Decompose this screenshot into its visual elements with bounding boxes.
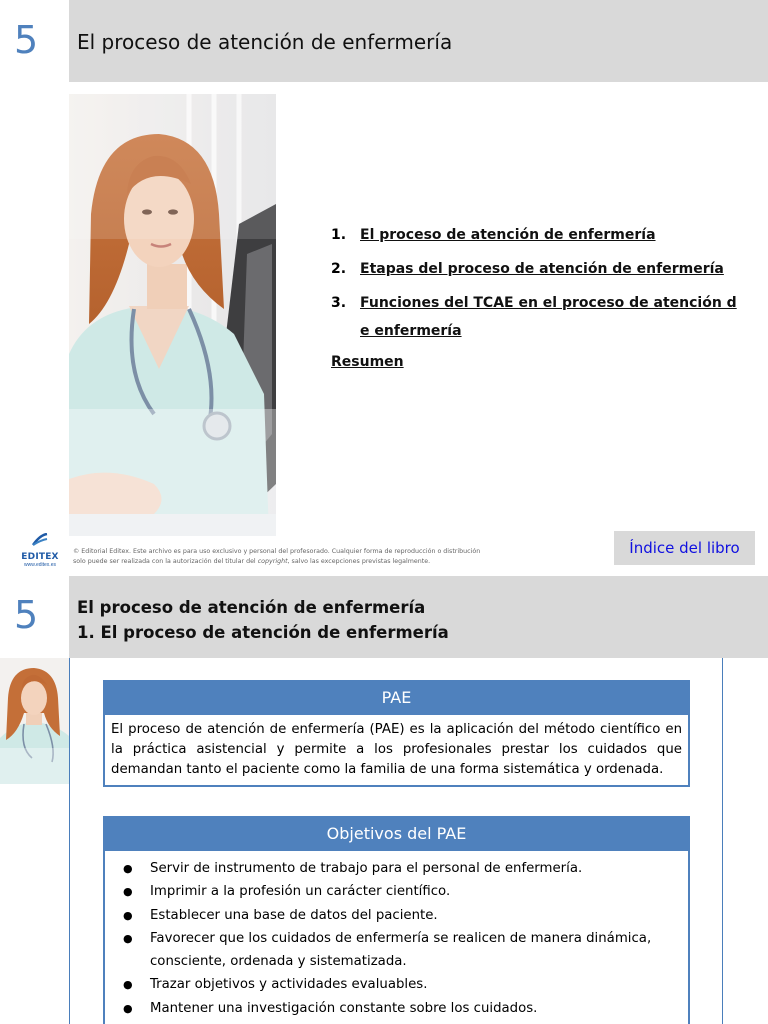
book-index-button[interactable]: Índice del libro xyxy=(614,531,755,565)
nurse-thumbnail-illustration xyxy=(0,658,69,784)
toc-link-2[interactable]: Etapas del proceso de atención de enfermería xyxy=(360,261,724,277)
copyright-text-a: solo puede ser realizada con la autorización del titular del xyxy=(73,558,258,565)
toc-item-1 xyxy=(331,224,741,246)
list-item: ● Establecer una base de datos del paciente. xyxy=(123,904,688,927)
toc-item-3 xyxy=(331,292,741,345)
objectives-heading: Objetivos del PAE xyxy=(103,816,690,851)
toc-number: 1. xyxy=(331,227,347,243)
section-title-line-1: El proceso de atención de enfermería xyxy=(77,598,426,617)
toc-number: 2. xyxy=(331,261,347,277)
nurse-thumbnail xyxy=(0,658,69,784)
list-item: ● Mantener una investigación constante sobre los cuidados. xyxy=(123,997,688,1020)
toc-link-1[interactable]: El proceso de atención de enfermería xyxy=(360,227,656,243)
chapter-number: 5 xyxy=(14,18,39,62)
summary-link[interactable]: Resumen xyxy=(331,354,404,370)
editex-logo xyxy=(17,533,63,569)
list-item: ● Favorecer que los cuidados de enfermería se realicen de manera dinámica, consciente, ordenada y sistematizada. xyxy=(123,927,688,974)
table-of-contents xyxy=(331,224,741,357)
nurse-illustration xyxy=(69,94,276,536)
logo-url: www.editex.es xyxy=(24,562,56,568)
copyright-line-2 xyxy=(73,557,533,567)
pae-heading: PAE xyxy=(103,680,690,715)
toc-link-3[interactable]: Funciones del TCAE en el proceso de atención de enfermería xyxy=(360,295,737,339)
toc-number: 3. xyxy=(331,295,347,311)
pae-definition: El proceso de atención de enfermería (PAE) es la aplicación del método científico en la práctica asistencial y permite a los profesionales prestar los cuidados que demandan tanto el paciente como la familia de una forma sistemática y ordenada. xyxy=(111,722,682,777)
chapter-number: 5 xyxy=(14,593,39,637)
nurse-photo xyxy=(69,94,276,536)
list-item: ● Imprimir a la profesión un carácter científico. xyxy=(123,880,688,903)
slide-pae xyxy=(0,576,768,1024)
list-item: ● Servir de instrumento de trabajo para el personal de enfermería. xyxy=(123,857,688,880)
logo-name: EDITEX xyxy=(21,552,59,562)
copyright-notice xyxy=(73,547,533,567)
editex-logo-icon xyxy=(31,533,49,547)
list-item: ● Trazar objetivos y actividades evaluables. xyxy=(123,973,688,996)
pae-panel xyxy=(103,680,690,787)
toc-item-2 xyxy=(331,258,741,280)
copyright-word: copyright xyxy=(257,558,288,565)
copyright-text-c: , salvo las excepciones previstas legalmente. xyxy=(287,558,431,565)
page-title: El proceso de atención de enfermería xyxy=(77,30,453,54)
objectives-list xyxy=(105,851,688,1020)
objectives-panel xyxy=(103,816,690,1024)
copyright-line-1: © Editorial Editex. Este archivo es para uso exclusivo y personal del profesorado. Cualquier forma de reproducción o distribución xyxy=(73,548,481,555)
section-title xyxy=(77,595,449,645)
section-title-line-2: 1. El proceso de atención de enfermería xyxy=(77,623,449,642)
